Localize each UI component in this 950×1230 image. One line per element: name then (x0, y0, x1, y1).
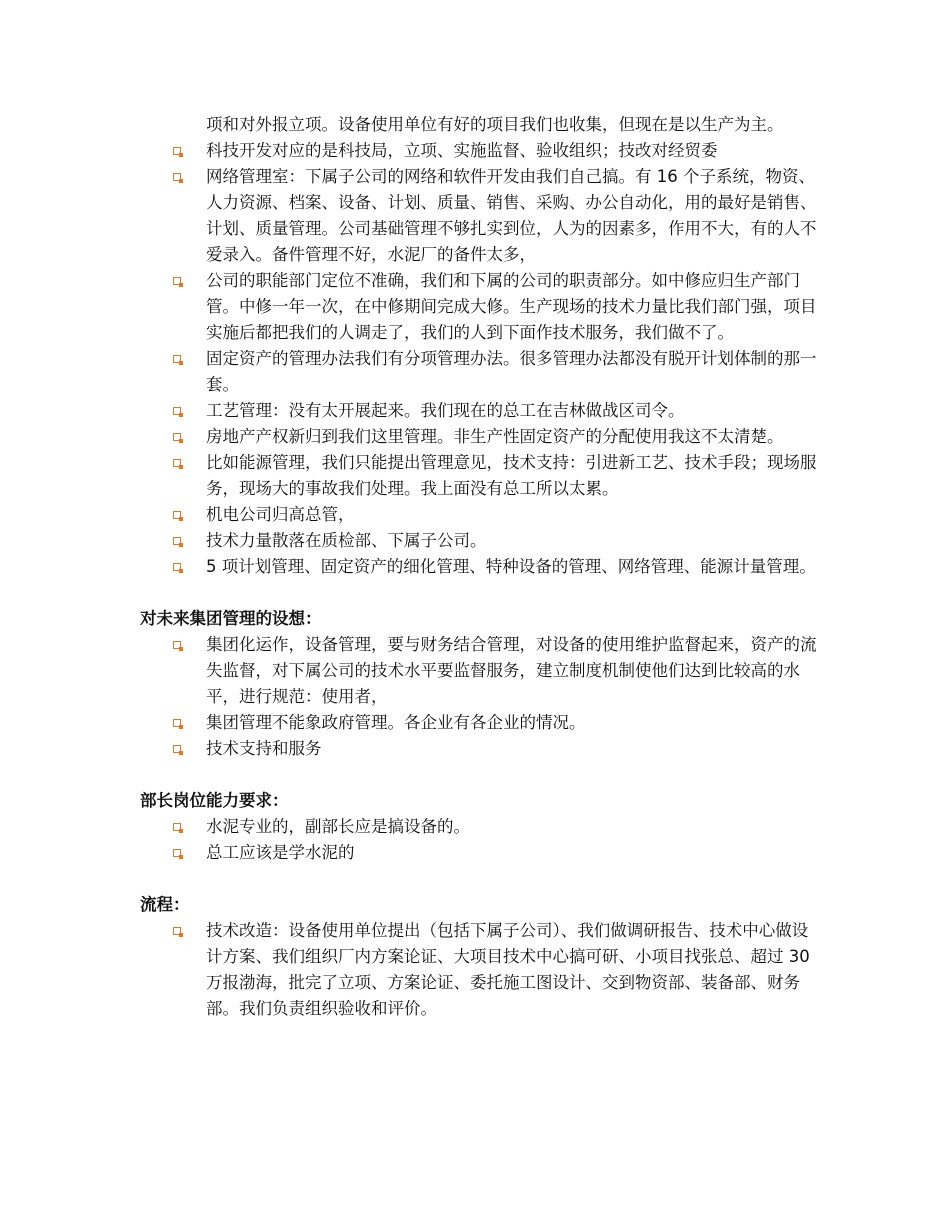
list-item: 网络管理室：下属子公司的网络和软件开发由我们自己搞。有 16 个子系统，物资、人力资源、档案、设备、计划、质量、销售、采购、办公自动化，用的最好是销售、计划、质量管理。公司基础管理不够扎实到位，人为的因素多，作用不大，有的人不爱录入。备件管理不好，水泥厂的备件太多， (140, 164, 824, 268)
section-heading-process: 流程： (140, 895, 190, 914)
bullet-icon (173, 563, 181, 571)
list-item: 5 项计划管理、固定资产的细化管理、特种设备的管理、网络管理、能源计量管理。 (140, 554, 824, 580)
list-item: 集团化运作，设备管理，要与财务结合管理，对设备的使用维护监督起来，资产的流失监督，对下属公司的技术水平要监督服务，建立制度机制使他们达到比较高的水平，进行规范：使用者， (140, 632, 824, 710)
bullet-icon (173, 277, 181, 285)
bullet-icon (173, 849, 181, 857)
bullet-icon (173, 537, 181, 545)
list-item: 水泥专业的，副部长应是搞设备的。 (140, 814, 824, 840)
bullet-icon (173, 459, 181, 467)
bullet-list-requirements (140, 814, 830, 866)
section-heading-requirements: 部长岗位能力要求： (140, 791, 289, 810)
list-item: 比如能源管理，我们只能提出管理意见，技术支持：引进新工艺、技术手段；现场服务，现场大的事故我们处理。我上面没有总工所以太累。 (140, 450, 824, 502)
list-item: 技术力量散落在质检部、下属子公司。 (140, 528, 824, 554)
bullet-icon (173, 433, 181, 441)
list-item: 科技开发对应的是科技局，立项、实施监督、验收组织；技改对经贸委 (140, 138, 824, 164)
bullet-icon (173, 823, 181, 831)
bullet-icon (173, 641, 181, 649)
bullet-icon (173, 147, 181, 155)
bullet-icon (173, 719, 181, 727)
list-item: 技术改造：设备使用单位提出（包括下属子公司）、我们做调研报告、技术中心做设计方案、我们组织厂内方案论证、大项目技术中心搞可研、小项目找张总、超过 30 万报渤海，批完了立项、方案论证、委托施工图设计、交到物资部、装备部、财务部。我们负责组织验收和评价。 (140, 918, 824, 1022)
bullet-list-1 (140, 138, 830, 580)
list-item: 公司的职能部门定位不准确，我们和下属的公司的职责部分。如中修应归生产部门管。中修一年一次，在中修期间完成大修。生产现场的技术力量比我们部门强，项目实施后都把我们的人调走了，我们的人到下面作技术服务，我们做不了。 (140, 268, 824, 346)
bullet-list-future (140, 632, 830, 762)
bullet-icon (173, 927, 181, 935)
continuation-paragraph: 项和对外报立项。设备使用单位有好的项目我们也收集，但现在是以生产为主。 (206, 115, 784, 134)
list-item: 总工应该是学水泥的 (140, 840, 824, 866)
bullet-icon (173, 745, 181, 753)
document-body (140, 112, 830, 1022)
bullet-icon (173, 173, 181, 181)
bullet-icon (173, 407, 181, 415)
list-item: 房地产产权新归到我们这里管理。非生产性固定资产的分配使用我这不太清楚。 (140, 424, 824, 450)
list-item: 集团管理不能象政府管理。各企业有各企业的情况。 (140, 710, 824, 736)
bullet-icon (173, 355, 181, 363)
list-item: 机电公司归高总管， (140, 502, 824, 528)
list-item: 工艺管理：没有太开展起来。我们现在的总工在吉林做战区司令。 (140, 398, 824, 424)
list-item: 技术支持和服务 (140, 736, 824, 762)
bullet-list-process (140, 918, 830, 1022)
list-item: 固定资产的管理办法我们有分项管理办法。很多管理办法都没有脱开计划体制的那一套。 (140, 346, 824, 398)
section-heading-future: 对未来集团管理的设想： (140, 609, 322, 628)
bullet-icon (173, 511, 181, 519)
